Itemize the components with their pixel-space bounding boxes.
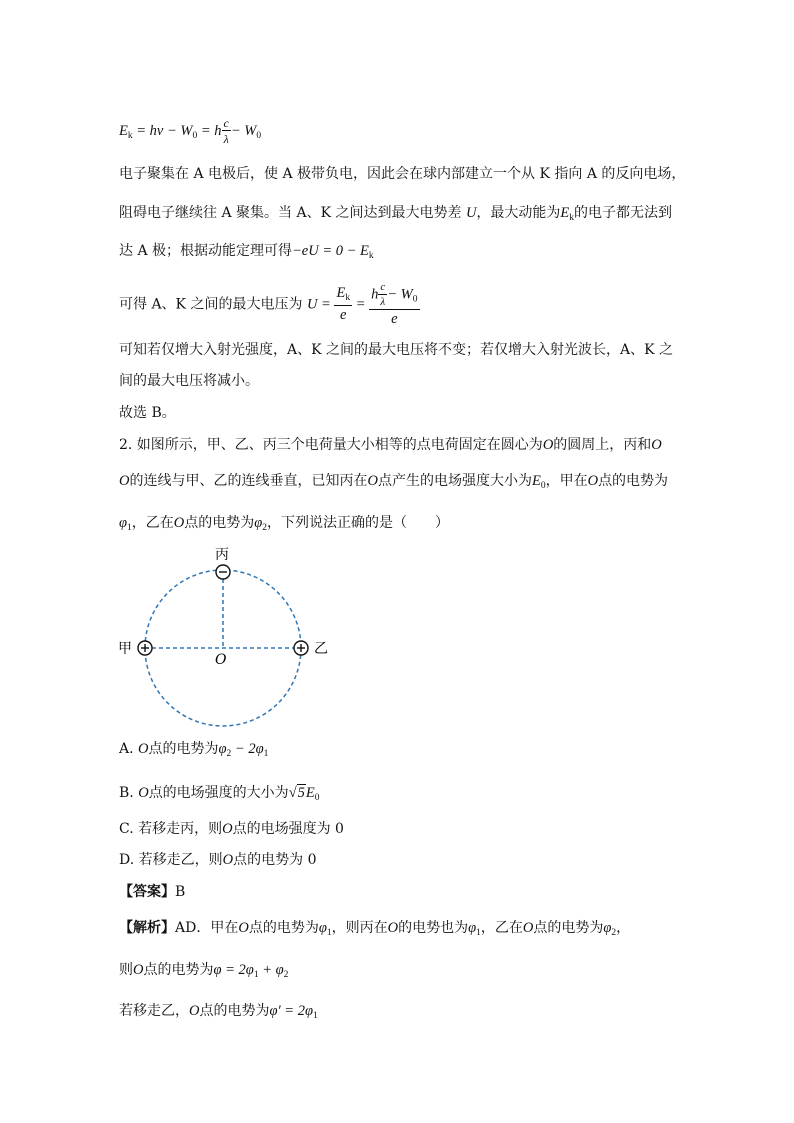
option-a: A. O点的电势为$\varphi_2 - 2\varphi_1$ (119, 741, 269, 759)
paragraph-1-line-1: 电子聚集在 A 电极后，使 A 极带负电，因此会在球内部建立一个从 K 指向 A 的反向电场， (119, 166, 686, 182)
positive-charge-icon-right (294, 641, 308, 655)
question-2-line-2: O的连线与甲、乙的连线垂直，已知丙在O点产生的电场强度大小为$E_0$，甲在O点的电势为 (119, 473, 669, 491)
paragraph-1-line-2: 阻碍电子继续往 A 聚集。当 A、K 之间达到最大电势差 U，最大动能为$E_k$的电子都无法到 (119, 205, 673, 223)
paragraph-1-line-3: 达 A 极；根据动能定理可得$-eU = 0 - E_k$ (119, 243, 374, 261)
question-2-line-1: 2. 如图所示，甲、乙、丙三个电荷量大小相等的点电荷固定在圆心为O的圆周上，丙和O (119, 437, 662, 453)
negative-charge-icon (216, 565, 230, 579)
label-jia: 甲 (118, 641, 132, 657)
option-b: B. O点的电场强度的大小为$√5E_0$ (119, 785, 320, 803)
max-voltage-formula: 可得 A、K 之间的最大电压为 U = $\frac{E_k}{e}$ = h $\frac{c}{\lambda}$ − $W_0$ e (119, 281, 418, 327)
charge-circle-diagram (110, 540, 340, 735)
option-c: C. 若移走丙，则O点的电场强度为 0 (119, 821, 344, 837)
question-2-line-3: $\varphi_1$，乙在O点的电势为$\varphi_2$，下列说法正确的是（ ） (119, 515, 450, 533)
option-d: D. 若移走乙，则O点的电势为 0 (119, 852, 317, 868)
paragraph-3-line-1: 可知若仅增大入射光强度，A、K 之间的最大电压将不变；若仅增大入射光波长，A、K 之 (119, 342, 674, 358)
positive-charge-icon-left (138, 641, 152, 655)
remove-yi-line: 若移走乙，O点的电势为$\varphi' = 2\varphi_1$ (119, 1003, 318, 1021)
paragraph-3-line-2: 间的最大电压将减小。 (119, 373, 259, 389)
analysis-line: 【解析】AD．甲在O点的电势为$\varphi_1$，则丙在O的电势也为$\varphi_1$，乙在O点的电势为$\varphi_2$， (119, 920, 631, 938)
answer: 【答案】B (119, 884, 186, 900)
label-center-o: O (215, 652, 227, 668)
choose-b: 故选 B。 (119, 405, 176, 421)
potential-sum-line: 则O点的电势为$\varphi = 2\varphi_1 + \varphi_2$ (119, 962, 289, 980)
label-yi: 乙 (314, 641, 328, 657)
label-bing: 丙 (215, 547, 229, 563)
formula-ek: $E_k = h\nu - W_0 = h$ $\frac{c}{\lambda}$ − $W_0$ (119, 116, 262, 146)
